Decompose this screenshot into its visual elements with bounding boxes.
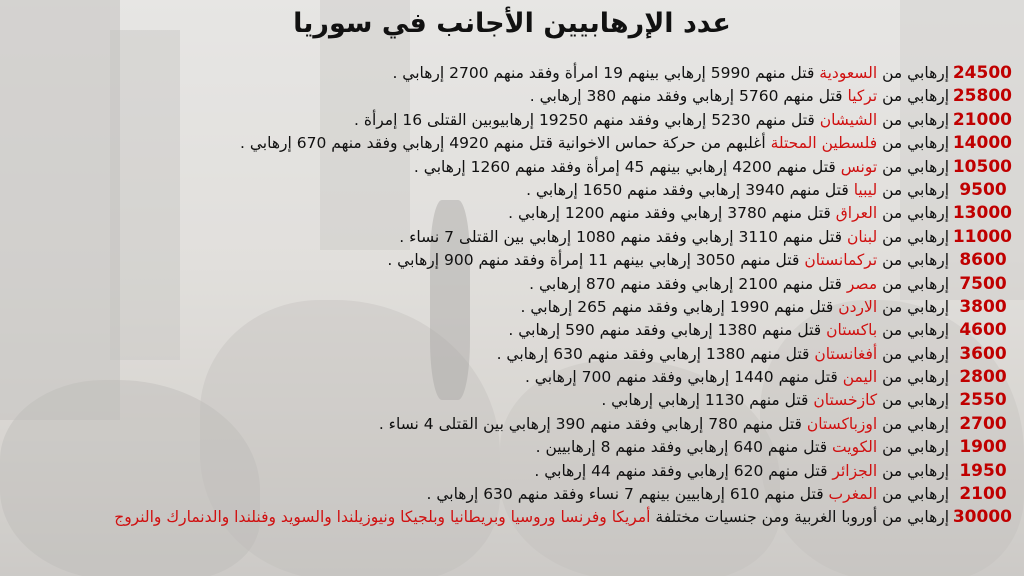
row-text-prefix: إرهابي من xyxy=(877,274,950,293)
row-text-prefix: إرهابي من xyxy=(877,344,950,363)
fighter-count: 30000 xyxy=(952,507,1012,528)
row-text-prefix: إرهابي من xyxy=(877,110,950,129)
list-item xyxy=(2,249,1012,272)
row-text-prefix: إرهابي من xyxy=(877,485,950,504)
row-text-prefix: إرهابي من xyxy=(877,157,950,176)
list-item xyxy=(2,436,1012,459)
list-item xyxy=(2,506,1012,529)
row-text-details: قتل منهم 1440 إرهابي وفقد منهم 700 إرهابي . xyxy=(524,368,843,387)
fighters-list xyxy=(2,62,1012,530)
country-name: أفغانستان xyxy=(814,344,878,363)
row-text-details: قتل منهم 780 إرهابي وفقد منهم 390 إرهابي بين القتلى 4 نساء . xyxy=(378,414,807,433)
fighter-count: 4600 xyxy=(959,320,1007,341)
fighter-count: 21000 xyxy=(952,109,1012,130)
country-name: أمريكا وفرنسا وروسيا وبريطانيا وبلجيكا ونيوزيلندا والسويد وفنلندا والدنمارك والنروج xyxy=(114,508,651,527)
row-text-prefix: إرهابي من xyxy=(877,368,950,387)
row-text-details: قتل منهم 610 إرهابيين بينهم 7 نساء وفقد منهم 630 إرهابي . xyxy=(426,485,829,504)
row-text-prefix: إرهابي من xyxy=(877,134,950,153)
row-text-prefix: إرهابي من xyxy=(877,391,950,410)
list-item xyxy=(2,179,1012,202)
country-name: الاردن xyxy=(838,297,878,316)
row-text-prefix: إرهابي من xyxy=(877,321,950,340)
fighter-count: 2700 xyxy=(959,413,1007,434)
country-name: الشيشان xyxy=(819,110,878,129)
fighter-count: 2550 xyxy=(959,390,1007,411)
list-item xyxy=(2,273,1012,296)
fighter-count: 3800 xyxy=(959,296,1007,317)
list-item xyxy=(2,296,1012,319)
row-text-details: قتل منهم 3050 إرهابي بينهم 11 إمرأة وفقد منهم 900 إرهابي . xyxy=(387,251,805,270)
country-name: ليبيا xyxy=(853,180,878,199)
fighter-count: 3600 xyxy=(959,343,1007,364)
country-name: مصر xyxy=(846,274,878,293)
row-text-details: قتل منهم 5230 إرهابي وفقد منهم 19250 إرهابيوبين القتلى 16 إمرأة . xyxy=(353,110,820,129)
row-text-prefix: إرهابي من xyxy=(877,180,950,199)
fighter-count: 11000 xyxy=(952,226,1012,247)
row-text-prefix: إرهابي من xyxy=(877,227,950,246)
country-name: اليمن xyxy=(842,368,878,387)
fighter-count: 14000 xyxy=(952,133,1012,154)
fighter-count: 1950 xyxy=(959,460,1007,481)
country-name: تركمانستان xyxy=(804,251,878,270)
page-title: عدد الإرهابيين الأجانب في سوريا xyxy=(293,8,731,39)
country-name: تركيا xyxy=(847,87,878,106)
row-text-details: قتل منهم 640 إرهابي وفقد منهم 8 إرهابيين . xyxy=(535,438,833,457)
row-text-details: قتل منهم 4200 إرهابي بينهم 45 إمرأة وفقد منهم 1260 إرهابي . xyxy=(413,157,841,176)
row-text-prefix: إرهابي من أوروبا الغربية ومن جنسيات مختلفة xyxy=(650,508,950,527)
row-text-details: قتل منهم 1380 إرهابي وفقد منهم 630 إرهابي . xyxy=(496,344,815,363)
row-text-details: أغلبهم من حركة حماس الاخوانية قتل منهم 4920 إرهابي وفقد منهم 670 إرهابي . xyxy=(240,134,771,153)
fighter-count: 7500 xyxy=(959,273,1007,294)
row-text-prefix: إرهابي من xyxy=(877,87,950,106)
country-name: كازخستان xyxy=(813,391,878,410)
list-item xyxy=(2,413,1012,436)
row-text-prefix: إرهابي من xyxy=(877,251,950,270)
list-item xyxy=(2,156,1012,179)
country-name: الكويت xyxy=(832,438,878,457)
row-text-details: قتل منهم 5990 إرهابي بينهم 19 امرأة وفقد منهم 2700 إرهابي . xyxy=(392,64,820,82)
row-text-details: قتل منهم 3110 إرهابي وفقد منهم 1080 إرهابي بين القتلى 7 نساء . xyxy=(399,227,847,246)
list-item xyxy=(2,319,1012,342)
row-text-prefix: إرهابي من xyxy=(877,461,950,480)
row-text-prefix: إرهابي من xyxy=(877,297,950,316)
country-name: العراق xyxy=(835,204,878,223)
country-name: فلسطين المحتلة xyxy=(770,134,878,153)
country-name: المغرب xyxy=(828,485,878,504)
fighter-count: 10500 xyxy=(952,156,1012,177)
row-text-details: قتل منهم 3940 إرهابي وفقد منهم 1650 إرهابي . xyxy=(526,180,854,199)
fighter-count: 2800 xyxy=(959,367,1007,388)
country-name: لبنان xyxy=(846,227,878,246)
list-item xyxy=(2,389,1012,412)
row-text-details: قتل منهم 1380 إرهابي وفقد منهم 590 إرهابي . xyxy=(508,321,827,340)
country-name: اوزباكستان xyxy=(806,414,878,433)
row-text-prefix: إرهابي من xyxy=(877,414,950,433)
row-text-details: قتل منهم 3780 إرهابي وفقد منهم 1200 إرهابي . xyxy=(508,204,836,223)
row-text-prefix: إرهابي من xyxy=(877,64,950,82)
row-text-prefix: إرهابي من xyxy=(877,438,950,457)
list-item xyxy=(2,85,1012,108)
fighter-count: 1900 xyxy=(959,437,1007,458)
fighter-count: 13000 xyxy=(952,203,1012,224)
list-item xyxy=(2,132,1012,155)
fighter-count: 25800 xyxy=(952,86,1012,107)
country-name: تونس xyxy=(840,157,878,176)
row-text-prefix: إرهابي من xyxy=(877,204,950,223)
row-text-details: قتل منهم 1990 إرهابي وفقد منهم 265 إرهابي . xyxy=(520,297,839,316)
list-item xyxy=(2,226,1012,249)
list-item xyxy=(2,343,1012,366)
country-name: السعودية xyxy=(819,64,878,82)
list-item xyxy=(2,109,1012,132)
row-text-details: قتل منهم 2100 إرهابي وفقد منهم 870 إرهابي . xyxy=(529,274,847,293)
fighter-count: 8600 xyxy=(959,250,1007,271)
country-name: الجزائر xyxy=(832,461,878,480)
list-item xyxy=(2,202,1012,225)
list-item xyxy=(2,460,1012,483)
list-item xyxy=(2,62,1012,85)
list-item xyxy=(2,483,1012,506)
country-name: باكستان xyxy=(826,321,878,340)
list-item xyxy=(2,366,1012,389)
row-text-details: قتل منهم 1130 إرهابي إرهابي . xyxy=(601,391,814,410)
fighter-count: 24500 xyxy=(952,63,1012,83)
row-text-details: قتل منهم 5760 إرهابي وفقد منهم 380 إرهابي . xyxy=(529,87,848,106)
fighter-count: 2100 xyxy=(959,484,1007,505)
row-text-details: قتل منهم 620 إرهابي وفقد منهم 44 إرهابي . xyxy=(534,461,833,480)
fighter-count: 9500 xyxy=(959,179,1007,200)
